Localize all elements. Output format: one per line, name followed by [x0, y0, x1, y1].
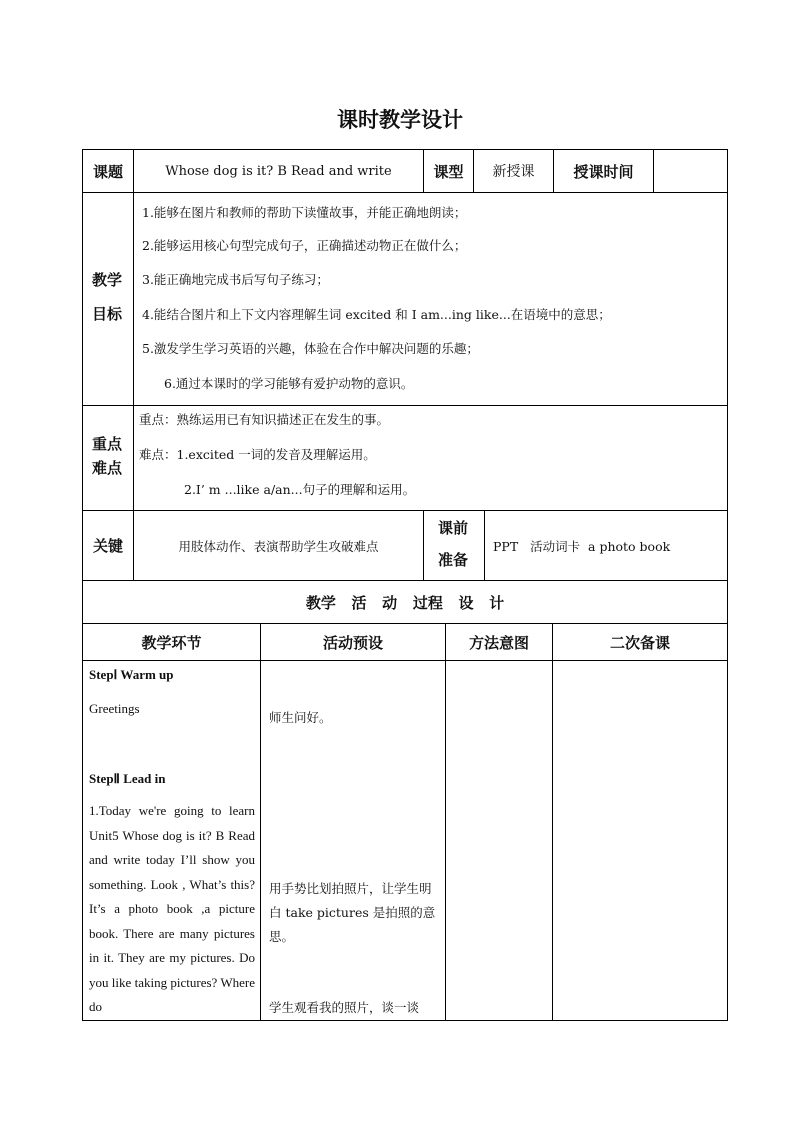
column-header	[82, 623, 261, 661]
topic-value: Whose dog is it? B Read and write	[165, 163, 392, 179]
goal-item: 3.能正确地完成书后写句子练习；	[142, 272, 329, 287]
prep-content: PPT 活动词卡 a photo book	[493, 538, 671, 554]
goal-item: 2.能够运用核心句型完成句子，正确描述动物正在做什么；	[142, 238, 467, 253]
step2-activity1: 用手势比划拍照片，让学生明白 take pictures 是拍照的意思。	[269, 881, 436, 944]
key-content: 用肢体动作、表演帮助学生攻破难点	[178, 538, 379, 554]
goal-item: 4.能结合图片和上下文内容理解生词 excited 和 I am...ing like...在语境中的意思；	[142, 307, 611, 322]
activity-heading: 教学 活 动 过程 设 计	[305, 593, 505, 612]
focus-label-cell	[82, 405, 134, 511]
goals-content-cell	[133, 192, 728, 406]
label-topic-cell	[82, 149, 134, 193]
difficulty-1: 难点：1.excited 一词的发音及理解运用。	[139, 447, 376, 462]
step1-text: Greetings	[89, 701, 140, 716]
key-point: 重点：熟练运用已有知识描述正在发生的事。	[139, 412, 390, 427]
type-value: 新授课	[492, 164, 535, 180]
prep-content-cell	[484, 510, 728, 581]
topic-cell	[133, 149, 424, 193]
key-label: 关键	[92, 537, 123, 555]
column-header	[260, 623, 446, 661]
goals-label-line1: 教学	[92, 271, 123, 289]
step2-title: StepⅡ Lead in	[89, 771, 166, 786]
step1-activity: 师生问好。	[269, 710, 332, 725]
goal-item: 1.能够在图片和教师的帮助下读懂故事，并能正确地朗读；	[142, 205, 467, 220]
goals-label-line2: 目标	[92, 305, 123, 323]
page-title: 课时教学设计	[337, 108, 463, 132]
column-header	[552, 623, 728, 661]
label-time-cell	[553, 149, 654, 193]
column-header-label: 教学环节	[141, 633, 202, 652]
method-column	[445, 660, 553, 1021]
column-header-label: 方法意图	[468, 633, 529, 652]
activity-heading-cell	[82, 580, 728, 624]
second-prep-column	[552, 660, 728, 1021]
label-type: 课型	[433, 162, 464, 181]
goals-label-cell	[82, 192, 134, 406]
goal-item: 6.通过本课时的学习能够有爱护动物的意识。	[164, 376, 414, 391]
prep-label-cell	[423, 510, 485, 581]
prep-label-line1: 课前	[438, 519, 469, 537]
label-topic: 课题	[92, 162, 123, 181]
step1-title: StepⅠ Warm up	[89, 667, 174, 682]
column-header-label: 活动预设	[322, 633, 383, 652]
focus-content-cell	[133, 405, 728, 511]
steps-column	[82, 660, 261, 1021]
label-type-cell	[423, 149, 474, 193]
goal-item: 5.激发学生学习英语的兴趣，体验在合作中解决问题的乐趣；	[142, 341, 479, 356]
focus-label-line1: 重点	[92, 435, 123, 453]
prep-label-line2: 准备	[438, 551, 469, 569]
focus-label-line2: 难点	[92, 459, 123, 477]
key-content-cell	[133, 510, 424, 581]
type-cell	[473, 149, 554, 193]
step2-text: 1.Today we're going to learn Unit5 Whose dog is it? B Read and write today I’ll show you something. Look , What’s this? It’s a photo book ,a picture book. There are many pictures in it. They are my pictures. Do you like taking pictures? Where do	[89, 803, 255, 1014]
label-time: 授课时间	[573, 162, 634, 181]
key-label-cell	[82, 510, 134, 581]
time-cell	[653, 149, 728, 193]
column-header	[445, 623, 553, 661]
column-header-label: 二次备课	[609, 633, 670, 652]
difficulty-2: 2.I’ m ...like a/an...句子的理解和运用。	[184, 482, 416, 497]
step2-activity2: 学生观看我的照片，谈一谈	[269, 1000, 420, 1015]
activity-column	[260, 660, 446, 1021]
